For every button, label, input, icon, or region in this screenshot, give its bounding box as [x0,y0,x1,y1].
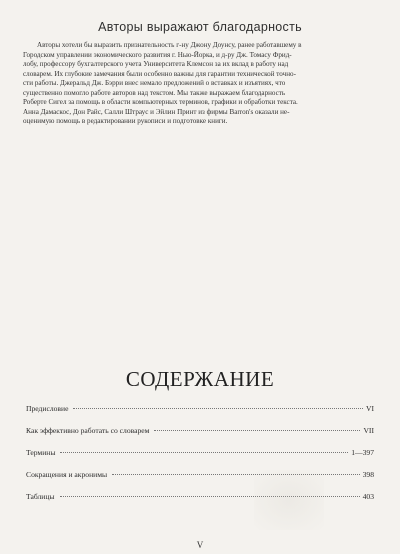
toc-entry[interactable] [26,448,374,470]
toc-entry-label: Таблицы [26,492,55,501]
toc-leader-dots [60,452,348,453]
toc-entry[interactable] [26,404,374,426]
toc-entry-page: 403 [362,492,374,501]
toc-entry[interactable] [26,426,374,448]
toc-entry-label: Термины [26,448,56,457]
toc-entry-label: Как эффективно работать со словарем [26,426,150,435]
acknowledgements-line: Городском управлении экономического развития г. Нью-Йорка, и д-ру Дж. Томасу Фрид- [23,50,292,59]
acknowledgements-line: Анна Дамаскос, Дон Райс, Салли Штраус и Эйлин Принт из фирмы Barron's оказали не- [23,107,290,116]
acknowledgements-line: сти работы. Джеральд Дж. Бэрри внес немало предложений о вставках и изъятиях, что [23,79,286,87]
acknowledgements-title: Авторы выражают благодарность [98,20,302,34]
acknowledgements-line: словарем. Их глубокие замечания были особенно важны для гарантии технической точно- [23,69,296,78]
toc-entry-page: VI [365,404,374,413]
toc-entry-page: 398 [362,470,374,479]
acknowledgements-line: Авторы хотели бы выразить признательность г-ну Джону Доунсу, ранее работавшему в [37,41,302,49]
toc-entry-page: 1—397 [351,448,374,457]
toc-entry-label: Сокращения и акронимы [26,470,108,479]
acknowledgements-line: существенно помогло работе авторов над текстом. Мы также выражаем благодарность [23,88,286,97]
toc-entry-label: Предисловие [26,404,69,413]
bleed-through-mark [254,470,324,530]
acknowledgements-line: Роберте Сигел за помощь в области компьютерных терминов, графики и обработки текста. [23,98,298,106]
acknowledgements-paragraph [23,41,379,127]
acknowledgements-line: лобу, профессору бухгалтерского учета Университета Клемсон за их вклад в работу над [23,60,289,68]
toc-leader-dots [154,430,360,431]
acknowledgements-line: оценимую помощь в редактировании рукописи и подготовке книги. [23,117,228,125]
toc-leader-dots [73,408,363,409]
toc-entry-page: VII [363,426,374,435]
page-number: V [196,540,204,550]
contents-title: СОДЕРЖАНИЕ [125,367,275,391]
